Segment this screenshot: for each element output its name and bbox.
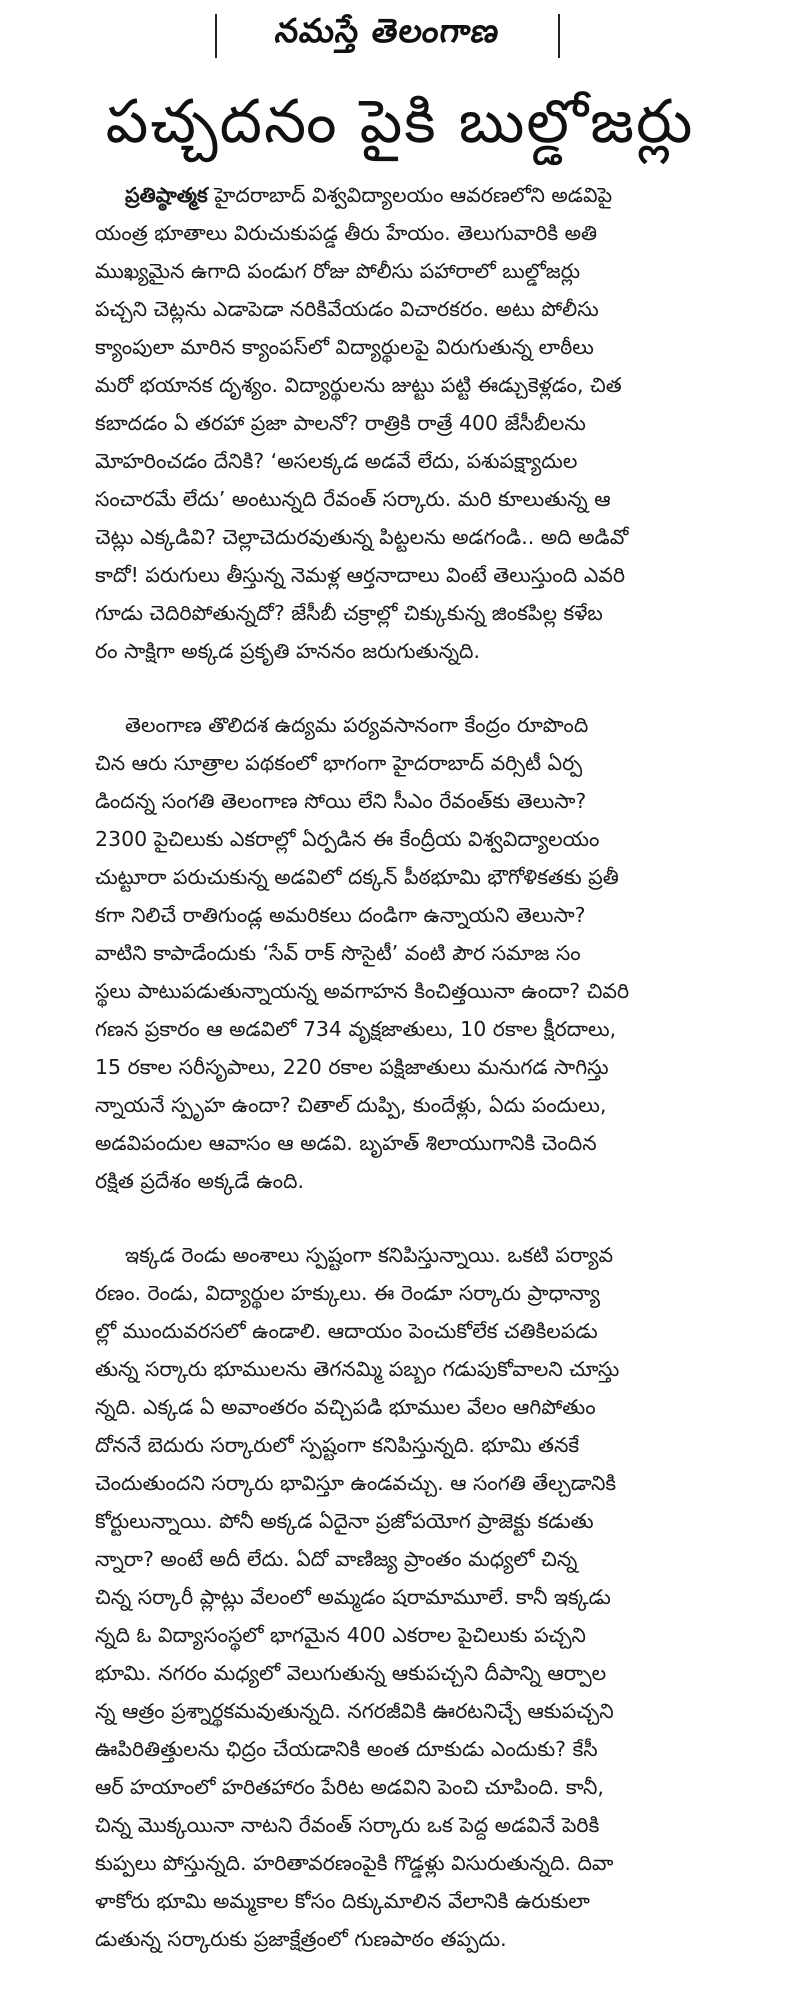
article-line: న్నారా? అంటే అదీ లేదు. ఏదో వాణిజ్య ప్రాంతం మధ్యలో చిన్న: [95, 1547, 578, 1571]
article-line: రణం. రెండు, విద్యార్థుల హక్కులు. ఈ రెండూ సర్కారు ప్రాధాన్యా: [95, 1281, 600, 1305]
article-line: చిన ఆరు సూత్రాల పథకంలో భాగంగా హైదరాబాద్ వర్సిటీ ఏర్ప: [95, 751, 583, 775]
masthead-right-rule: [558, 14, 560, 58]
article-line: అడవిపందుల ఆవాసం ఆ అడవి. బృహత్ శిలాయుగానికి చెందిన: [95, 1131, 597, 1155]
masthead-left-rule: [215, 14, 217, 58]
article-line: కాదో! పరుగులు తీస్తున్న నెమళ్ల ఆర్తనాదాలు వింటే తెలుస్తుంది ఎవరి: [95, 563, 626, 587]
article-line: డిందన్న సంగతి తెలంగాణ సోయి లేని సీఎం రేవంత్‌కు తెలుసా?: [95, 789, 587, 813]
article-line: చెట్లు ఎక్కడివి? చెల్లాచెదురవుతున్న పిట్టలను అడగండి.. అది అడివో: [95, 525, 629, 549]
article-line: భూమి. నగరం మధ్యలో వెలుగుతున్న ఆకుపచ్చని దీపాన్ని ఆర్పాల: [95, 1661, 607, 1685]
headline: పచ్చదనం పైకి బుల్డోజర్లు: [105, 87, 695, 157]
article-line: దోననే బెదురు సర్కారులో స్పష్టంగా కనిపిస్తున్నది. భూమి తనకే: [95, 1433, 580, 1457]
article-line: [95, 176, 745, 214]
article-line: 2300 పైచిలుకు ఎకరాల్లో ఏర్పడిన ఈ కేంద్రీయ విశ్వవిద్యాలయం: [95, 827, 600, 851]
article-line: కుప్పలు పోస్తున్నది. హరితావరణంపైకి గొడ్డళ్లు విసురుతున్నది. దివా: [95, 1851, 614, 1875]
article-line-text: హైదరాబాద్ విశ్వవిద్యాలయం ఆవరణలోని అడవిపై: [207, 183, 613, 207]
article-line: సంచారమే లేదు’ అంటున్నది రేవంత్ సర్కారు. మరి కూలుతున్న ఆ: [95, 487, 611, 511]
article-paragraph: [95, 176, 745, 670]
article-line: తెలంగాణ తొలిదశ ఉద్యమ పర్యవసానంగా కేంద్రం రూపొంది: [125, 713, 589, 737]
article-line: రక్షిత ప్రదేశం అక్కడే ఉంది.: [95, 1169, 304, 1193]
article-line: కబాదడం ఏ తరహా ప్రజా పాలనో? రాత్రికి రాత్రే 400 జేసీబీలను: [95, 411, 586, 435]
article-line: ల్లో ముందువరసలో ఉండాలి. ఆదాయం పెంచుకోలేక చతికిలపడు: [95, 1319, 598, 1343]
article-line: న్నది ఓ విద్యాసంస్థలో భాగమైన 400 ఎకరాల పైచిలుకు పచ్చని: [95, 1623, 586, 1647]
article-line: క్యాంపులా మారిన క్యాంపస్‌లో విద్యార్థులపై విరుగుతున్న లాఠీలు: [95, 335, 594, 359]
article-body: [95, 176, 745, 1958]
article-line: డుతున్న సర్కారుకు ప్రజాక్షేత్రంలో గుణపాఠం తప్పదు.: [95, 1927, 507, 1951]
article-line: పచ్చని చెట్లను ఎడాపెడా నరికివేయడం విచారకరం. అటు పోలీసు: [95, 297, 599, 321]
article-lead-word: ప్రతిష్ఠాత్మక: [125, 183, 208, 207]
article-line: న్న ఆత్రం ప్రశ్నార్థకమవుతున్నది. నగరజీవికి ఊరటనిచ్చే ఆకుపచ్చని: [95, 1699, 614, 1723]
article-line: మోహరించడం దేనికి? ‘అసలక్కడ అడవే లేదు, పశుపక్ష్యాదుల: [95, 449, 578, 473]
article-line: తున్న సర్కారు భూములను తెగనమ్మి పబ్బం గడుపుకోవాలని చూస్తు: [95, 1357, 620, 1381]
article-line: ఇక్కడ రెండు అంశాలు స్పష్టంగా కనిపిస్తున్నాయి. ఒకటి పర్యావ: [125, 1243, 614, 1267]
masthead-title: నమస్తే తెలంగాణ: [273, 10, 503, 50]
article-line: ముఖ్యమైన ఉగాది పండుగ రోజు పోలీసు పహారాలో బుల్డోజర్లు: [95, 259, 581, 283]
article-line: చుట్టూరా పరుచుకున్న అడవిలో దక్కన్ పీఠభూమి భౌగోళికతకు ప్రతీ: [95, 865, 619, 889]
article-line: ఆర్ హయాంలో హరితహారం పేరిట అడవిని పెంచి చూపింది. కానీ,: [95, 1775, 604, 1799]
article-line: 15 రకాల సరీసృపాలు, 220 రకాల పక్షిజాతులు మనుగడ సాగిస్తు: [95, 1055, 609, 1079]
article-line: ళాకోరు భూమి అమ్మకాల కోసం దిక్కుమాలిన వేలానికి ఉరుకులా: [95, 1889, 590, 1913]
article-line: మరో భయానక దృశ్యం. విద్యార్థులను జుట్టు పట్టి ఈడ్చుకెళ్లడం, చిత: [95, 373, 622, 397]
article-line: రం సాక్షిగా అక్కడ ప్రకృతి హననం జరుగుతున్నది.: [95, 639, 481, 663]
article-line: గణన ప్రకారం ఆ అడవిలో 734 వృక్షజాతులు, 10 రకాల క్షీరదాలు,: [95, 1017, 617, 1041]
article-line: వాటిని కాపాడేందుకు ‘సేవ్ రాక్ సొసైటీ’ వంటి పౌర సమాజ సం: [95, 941, 581, 965]
article-line: స్థలు పాటుపడుతున్నాయన్న అవగాహన కించిత్తయినా ఉందా? చివరి: [95, 979, 630, 1003]
masthead: [215, 6, 560, 62]
article-line: యంత్ర భూతాలు విరుచుకుపడ్డ తీరు హేయం. తెలుగువారికి అతి: [95, 221, 598, 245]
article-line: కగా నిలిచే రాతిగుండ్ల అమరికలు దండిగా ఉన్నాయని తెలుసా?: [95, 903, 586, 927]
article-line: చెందుతుందని సర్కారు భావిస్తూ ఉండవచ్చు. ఆ సంగతి తేల్చడానికి: [95, 1471, 617, 1495]
article-paragraph: [95, 1236, 745, 1958]
article-paragraph: [95, 706, 745, 1200]
paragraph-gap: [95, 670, 745, 706]
paragraph-gap: [95, 1200, 745, 1236]
article-line: న్నది. ఎక్కడ ఏ అవాంతరం వచ్చిపడి భూముల వేలం ఆగిపోతుం: [95, 1395, 596, 1419]
article-line: చిన్న మొక్కయినా నాటని రేవంత్ సర్కారు ఒక పెద్ద అడవినే పెరికి: [95, 1813, 600, 1837]
article-line: ఊపిరితిత్తులను ఛిద్రం చేయడానికి అంత దూకుడు ఎందుకు? కేసీ: [95, 1737, 598, 1761]
article-line: చిన్న సర్కారీ ప్లాట్లు వేలంలో అమ్మడం షరామామూలే. కానీ ఇక్కడు: [95, 1585, 611, 1609]
article-line: గూడు చెదిరిపోతున్నదో? జేసీబీ చక్రాల్లో చిక్కుకున్న జింకపిల్ల కళేబ: [95, 601, 603, 625]
article-line: కోర్టులున్నాయి. పోనీ అక్కడ ఏదైనా ప్రజోపయోగ ప్రాజెక్టు కడుతు: [95, 1509, 594, 1533]
article-line: న్నాయనే స్పృహ ఉందా? చితాల్ దుప్పి, కుందేళ్లు, ఏదు పందులు,: [95, 1093, 607, 1117]
